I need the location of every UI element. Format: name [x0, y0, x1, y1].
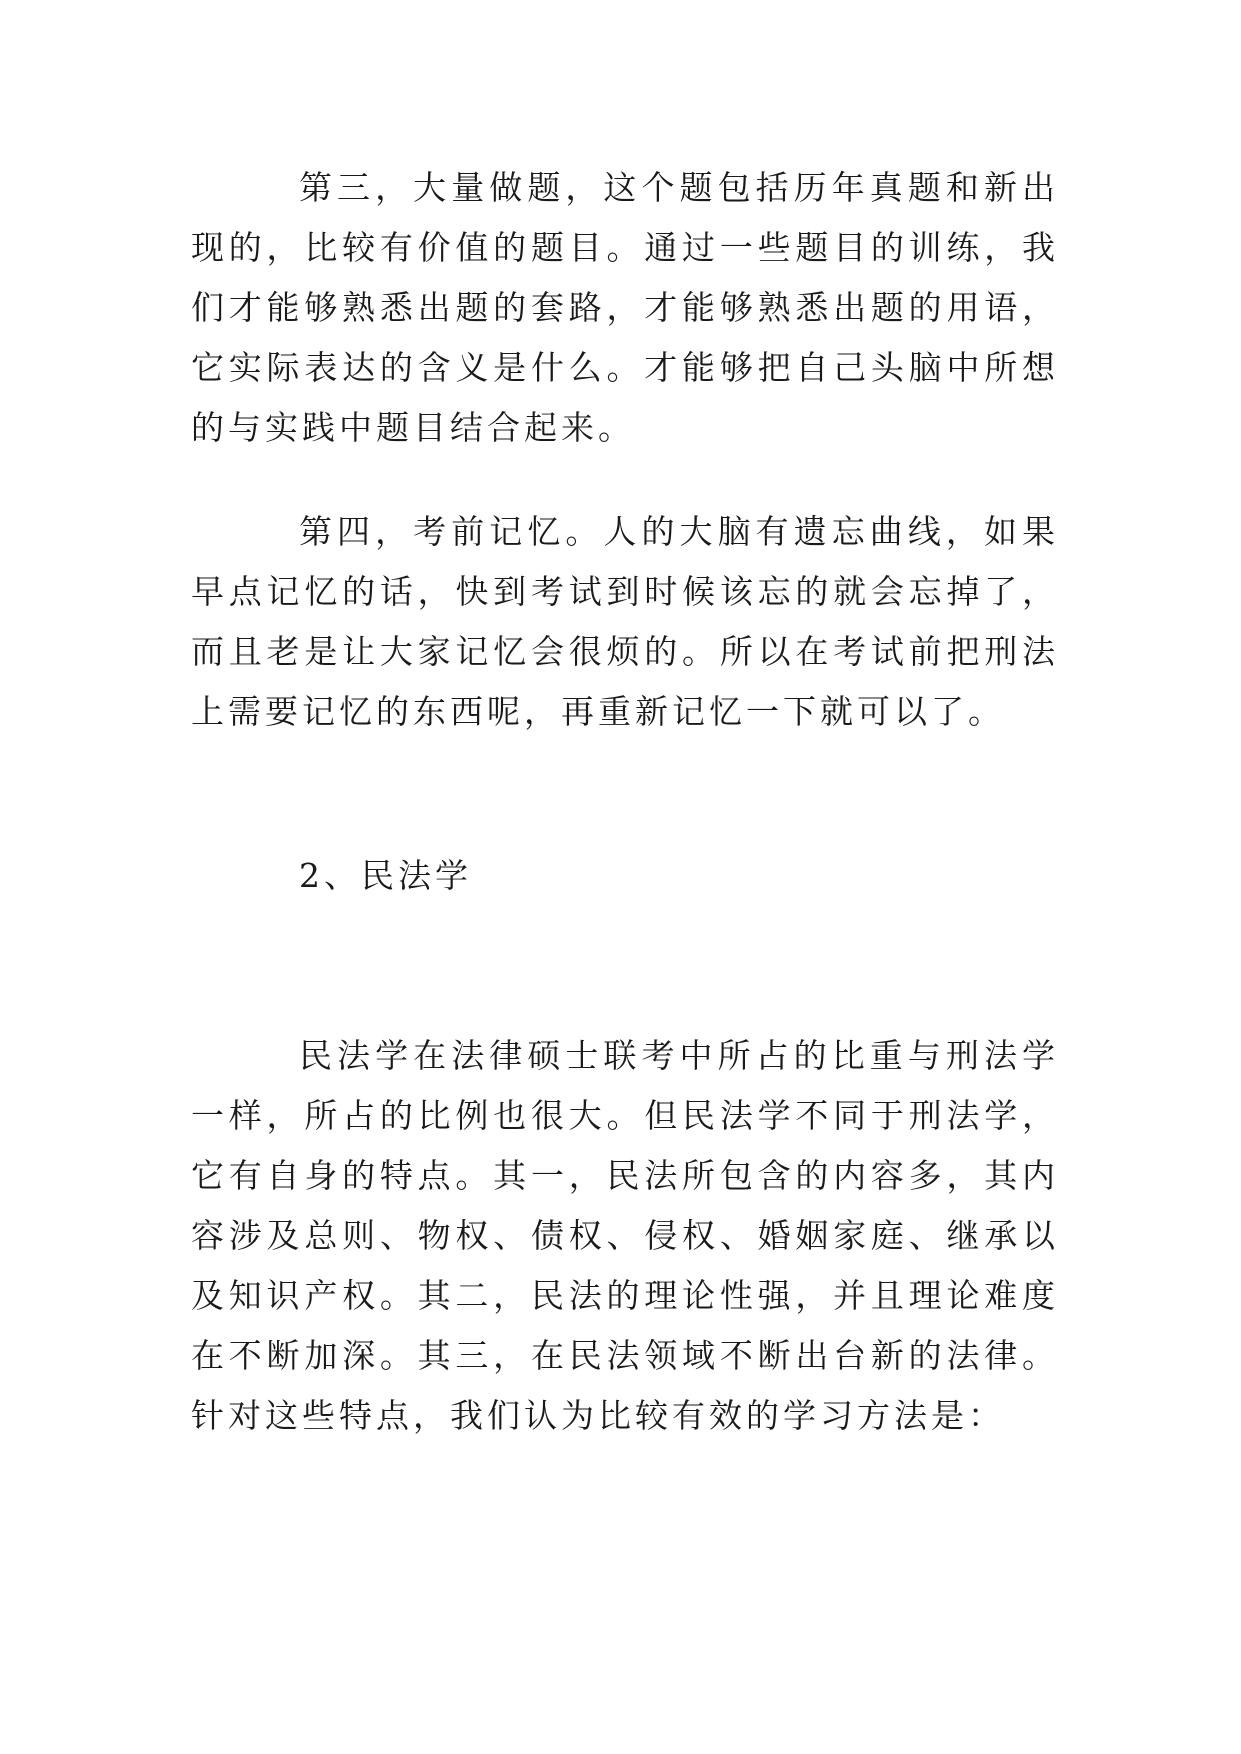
paragraph-fourth-point: 第四，考前记忆。人的大脑有遗忘曲线，如果早点记忆的话，快到考试到时候该忘的就会忘掉了，而且老是让大家记忆会很烦的。所以在考试前把刑法上需要记忆的东西呢，再重新记忆一下就可以了。 — [191, 512, 1059, 731]
paragraph-civil-law-intro: 民法学在法律硕士联考中所占的比重与刑法学一样，所占的比例也很大。但民法学不同于刑法学，它有自身的特点。其一，民法所包含的内容多，其内容涉及总则、物权、债权、侵权、婚姻家庭、继承以及知识产权。其二，民法的理论性强，并且理论难度在不断加深。其三，在民法领域不断出台新的法律。针对这些特点，我们认为比较有效的学习方法是： — [191, 1036, 1059, 1435]
paragraph-third-point: 第三，大量做题，这个题包括历年真题和新出现的，比较有价值的题目。通过一些题目的训练，我们才能够熟悉出题的套路，才能够熟悉出题的用语，它实际表达的含义是什么。才能够把自己头脑中所想的与实践中题目结合起来。 — [191, 168, 1059, 447]
section-heading-civil-law: 2、民法学 — [299, 856, 472, 895]
